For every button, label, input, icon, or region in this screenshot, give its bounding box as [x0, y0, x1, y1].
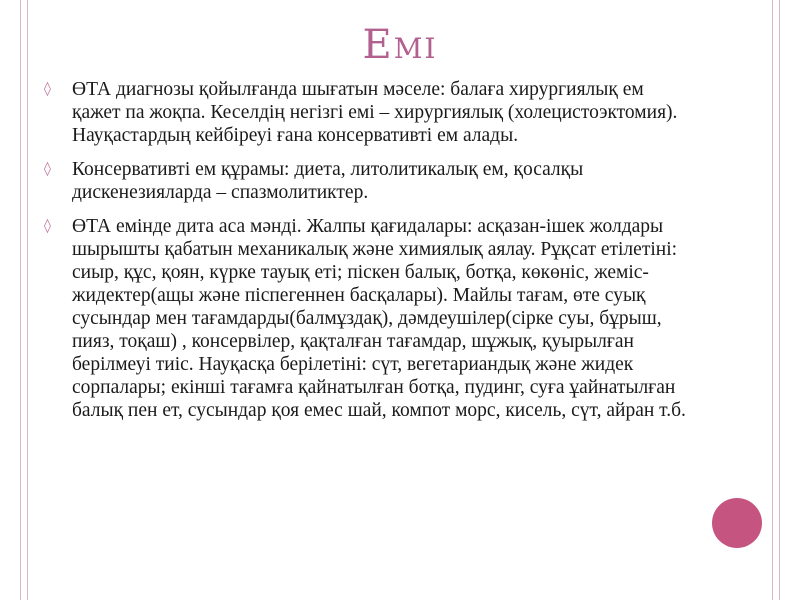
bullet-text: ӨТА диагнозы қойылғанда шығатын мәселе: балаға хирургиялық ем қажет па жоқпа. Кеселдің негізгі емі – хирургиялық (холецистоэктомия). Науқастардың кейбіреуі ғана консервативті ем алады.: [72, 79, 678, 146]
bullet-text: Консервативті ем құрамы: диета, литолитикалық ем, қосалқы дискенезияларда – спазмолитиктер.: [72, 159, 584, 203]
frame-line-left-inner: [27, 0, 28, 600]
frame-line-left-outer: [20, 0, 21, 600]
frame-line-right-outer: [779, 0, 780, 600]
bullet-item: [44, 78, 694, 147]
decorative-circle: [712, 498, 762, 548]
diamond-bullet-icon: ◊: [44, 161, 51, 177]
bullet-item: [44, 215, 694, 422]
bullet-text: ӨТА емінде дита аса мәнді. Жалпы қағидалары: асқазан-ішек жолдары шырышты қабатын механикалық және химиялық аялау. Рұқсат етілетіні: сиыр, құс, қоян, күрке тауық еті; піскен балық, ботқа, көкөніс, жеміс-жидектер(ащы және піспегеннен басқалары). Майлы тағам, өте суық сусындар мен тағамдарды(балмұздақ), дәмдеушілер(сірке суы, бұрыш, пияз, тоқаш) , консервілер, қақталған тағамдар, шұжық, қуырылған берілмеуі тиіс. Науқасқа берілетіні: сүт, вегетариандық және жидек сорпалары; екінші тағамға қайнатылған ботқа, пудинг, суға ұайнатылған балық пен ет, сусындар қоя емес шай, компот морс, кисель, сүт, айран т.б.: [72, 216, 686, 421]
frame-line-right-inner: [772, 0, 773, 600]
diamond-bullet-icon: ◊: [44, 218, 51, 234]
bullet-item: [44, 158, 694, 204]
diamond-bullet-icon: ◊: [44, 81, 51, 97]
slide-content: [44, 78, 694, 433]
slide-title: Емі: [362, 22, 438, 68]
